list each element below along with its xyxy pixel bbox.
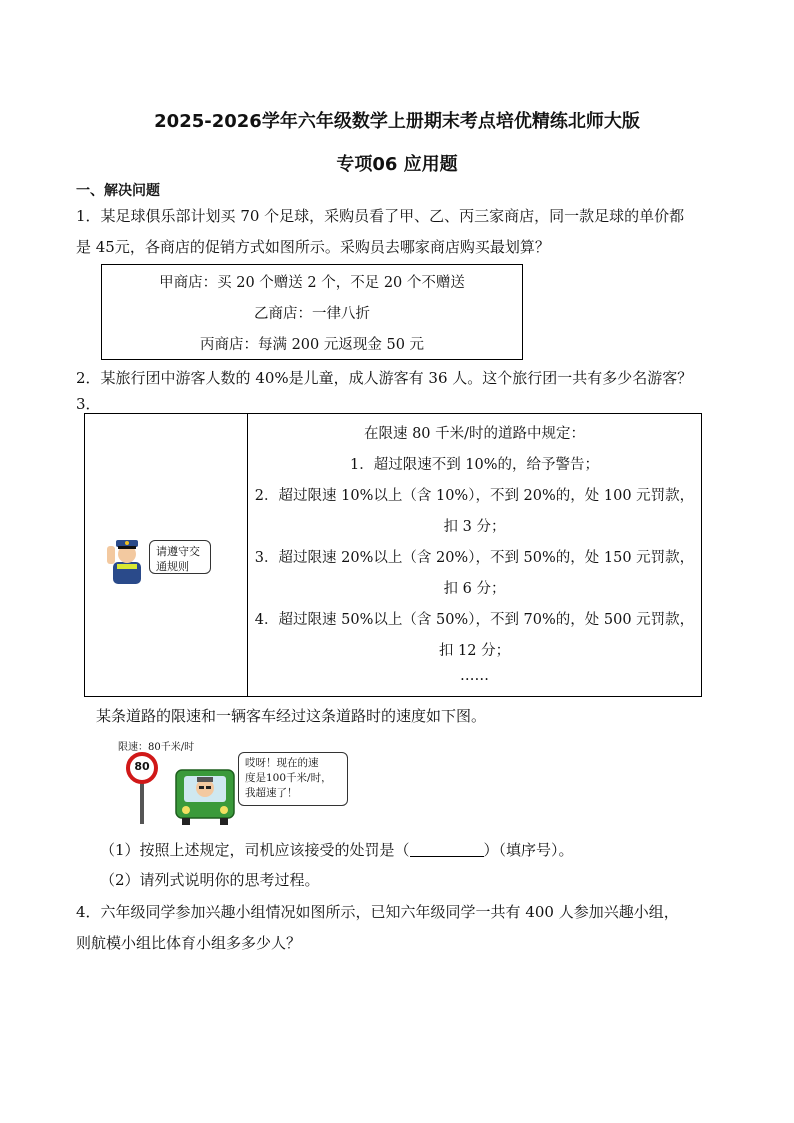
q3-sub1 [100, 839, 574, 861]
page-subtitle: 专项06 应用题 [336, 154, 458, 175]
police-officer-icon [107, 534, 147, 584]
q1-text-line2: 是 45元，各商店的促销方式如图所示。采购员去哪家商店购买最划算？ [76, 238, 550, 256]
store-jia: 甲商店：买 20 个赠送 2 个，不足 20 个不赠送 [159, 275, 465, 291]
police-bubble-line1: 请遵守交 [156, 545, 200, 558]
rule-1: 1．超过限速不到 10%的，给予警告； [349, 457, 600, 473]
answer-blank[interactable] [410, 842, 484, 857]
police-illustration [107, 534, 215, 584]
speed-illustration [118, 738, 358, 828]
rule-4-points: 扣 12 分； [438, 643, 511, 659]
q2-text: 2．某旅行团中游客人数的 40%是儿童，成人游客有 36 人。这个旅行团一共有多少名游客？ [76, 369, 693, 387]
police-speech-bubble [149, 540, 211, 574]
q1-text-line1: 1．某足球俱乐部计划买 70 个足球，采购员看了甲、乙、丙三家商店，同一款足球的单价都 [76, 207, 685, 225]
driver-bubble-line2: 度是100千米/时， [245, 772, 332, 784]
driver-bubble-line1: 哎呀！现在的速 [245, 757, 319, 769]
q3-sub2: （2）请列式说明你的思考过程。 [100, 871, 320, 889]
police-bubble-line2: 通规则 [156, 560, 189, 573]
rule-ellipsis: …… [460, 668, 489, 684]
rule-4: 4．超过限速 50%以上（含 50%），不到 70%的，处 500 元罚款， [254, 612, 695, 628]
rule-3-points: 扣 6 分； [443, 581, 506, 597]
rule-2-points: 扣 3 分； [443, 519, 506, 535]
q3-intro: 某条道路的限速和一辆客车经过这条道路时的速度如下图。 [96, 707, 487, 725]
driver-bubble-line3: 我超速了！ [245, 787, 298, 799]
q4-text-line1: 4．六年级同学参加兴趣小组情况如图所示，已知六年级同学一共有 400 人参加兴趣小组， [76, 903, 679, 921]
q3-number: 3． [76, 395, 101, 413]
rules-column [248, 414, 701, 696]
q3-sub1-prefix: （1）按照上述规定，司机应该接受的处罚是（ [100, 841, 410, 859]
store-yi: 乙商店：一律八折 [254, 306, 370, 322]
driver-speech-bubble [238, 752, 348, 806]
rule-3: 3．超过限速 20%以上（含 20%），不到 50%的，处 150 元罚款， [254, 550, 695, 566]
sign-caption: 限速：80千米/时 [118, 742, 195, 753]
store-bing: 丙商店：每满 200 元返现金 50 元 [199, 337, 425, 353]
q3-rules-table [84, 413, 702, 697]
sign-value: 80 [134, 760, 150, 773]
q4-text-line2: 则航模小组比体育小组多多少人？ [76, 934, 302, 952]
rule-2: 2．超过限速 10%以上（含 10%），不到 20%的，处 100 元罚款， [254, 488, 695, 504]
q1-store-box [101, 264, 523, 360]
q3-sub1-suffix: ）（填序号）。 [483, 841, 574, 859]
bus-driver-icon [172, 766, 238, 826]
rule-heading: 在限速 80 千米/时的道路中规定： [363, 426, 586, 442]
page-title: 2025-2026学年六年级数学上册期末考点培优精练北师大版 [154, 111, 640, 132]
section-heading: 一、解决问题 [76, 183, 160, 199]
